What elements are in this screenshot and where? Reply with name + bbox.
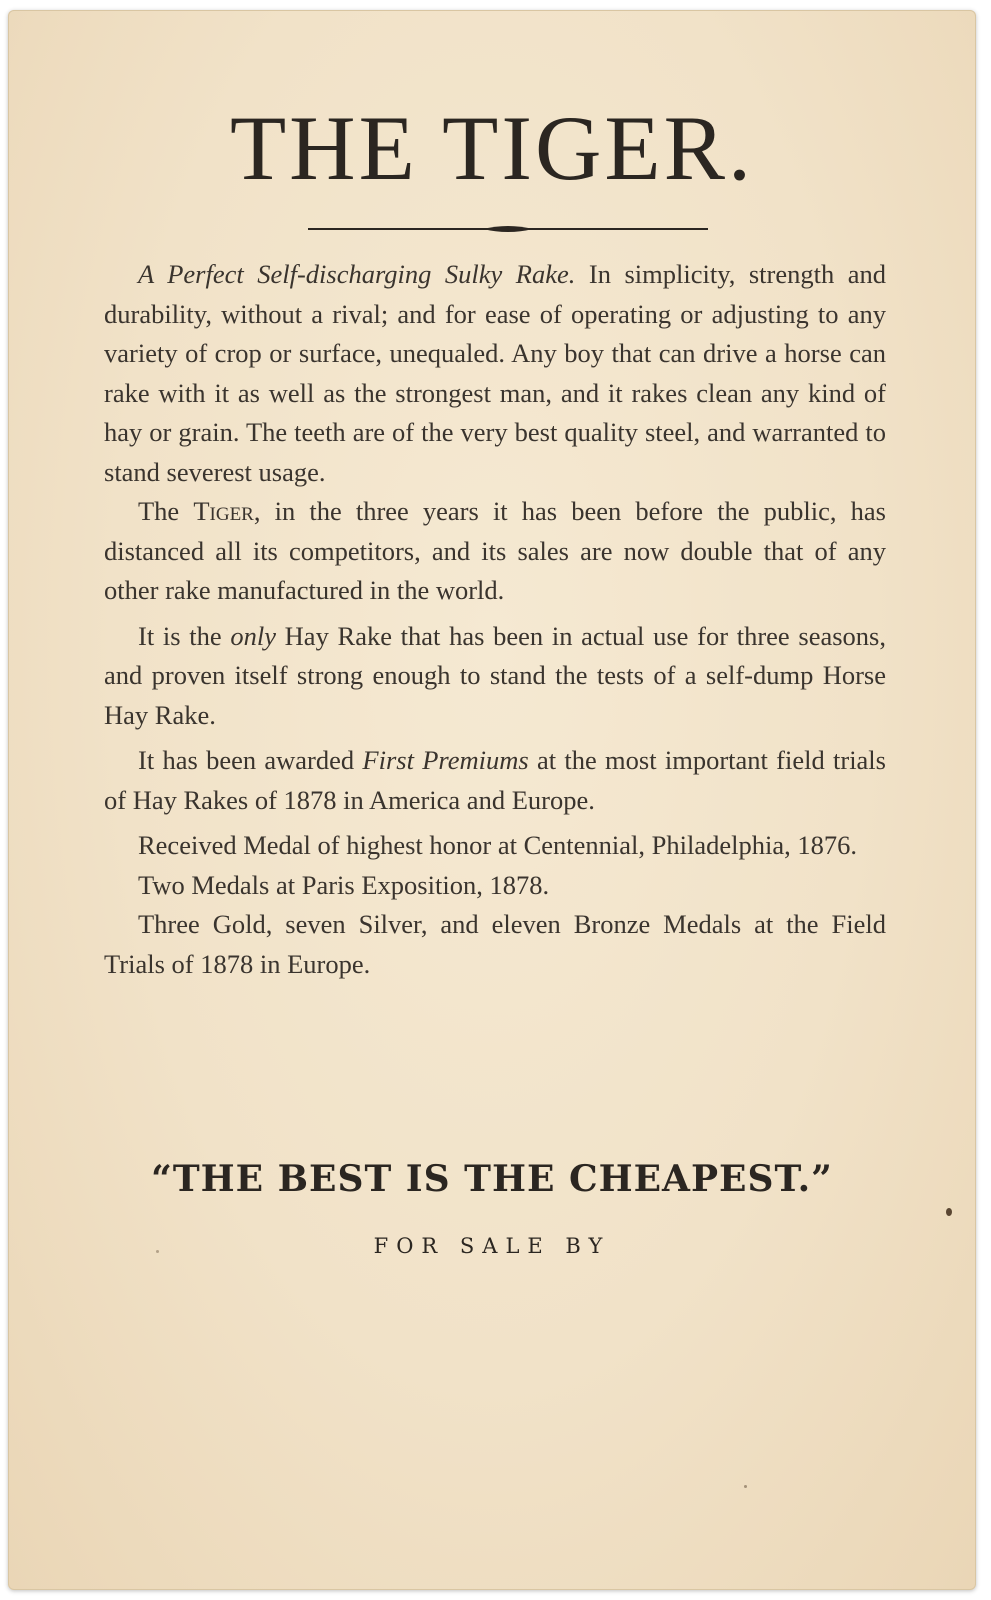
sales-text-before: The xyxy=(138,496,194,526)
motto: “THE BEST IS THE CHEAPEST.” xyxy=(151,1158,833,1200)
paragraph-sales xyxy=(104,492,886,611)
paper-speck xyxy=(744,1485,747,1488)
only-text-after: Hay Rake that has been in actual use for three seasons, and proven itself strong enough to stand the tests of a self-dump Horse Hay Rake. xyxy=(104,620,886,730)
paragraph-paris: Two Medals at Paris Exposition, 1878. xyxy=(138,869,550,900)
paper-speck xyxy=(946,1208,952,1216)
intro-italic-lead: A Perfect Self-discharging Sulky Rake. xyxy=(138,259,576,289)
tiger-smallcaps: Tiger xyxy=(193,496,254,526)
card-body xyxy=(104,255,886,984)
premiums-italic: First Premiums xyxy=(362,745,529,775)
paragraph-centennial: Received Medal of highest honor at Centennial, Philadelphia, 1876. xyxy=(138,830,858,860)
paper-speck xyxy=(156,1250,159,1253)
for-sale-by: FOR SALE BY xyxy=(373,1234,611,1258)
only-text-before: It is the xyxy=(138,620,231,651)
paragraph-premiums xyxy=(104,741,886,820)
intro-text: In simplicity, strength and durability, without a rival; and for ease of operating or adjusting to any variety of crop or surface, unequaled. Any boy that can drive a horse can rake with it as well as the strongest man, and it rakes clean any kind of hay or grain. The teeth are of the very best quality steel, and warranted to stand severest usage. xyxy=(104,259,886,487)
only-italic: only xyxy=(230,620,276,651)
paragraph-intro xyxy=(104,255,886,492)
advertising-card xyxy=(8,10,976,1590)
paragraph-field-trials: Three Gold, seven Silver, and eleven Bronze Medals at the Field Trials of 1878 in Europe. xyxy=(104,909,886,979)
premiums-text-after: at the most important field trials of Hay Rakes of 1878 in America and Europe. xyxy=(104,745,886,815)
title-divider xyxy=(308,222,708,236)
premiums-text-before: It has been awarded xyxy=(138,745,363,775)
sales-text-after: , in the three years it has been before the public, has distanced all its competitors, and its sales are now double that of any other rake manufactured in the world. xyxy=(104,496,886,605)
card-title: THE TIGER. xyxy=(229,97,754,199)
paragraph-only xyxy=(104,617,886,736)
